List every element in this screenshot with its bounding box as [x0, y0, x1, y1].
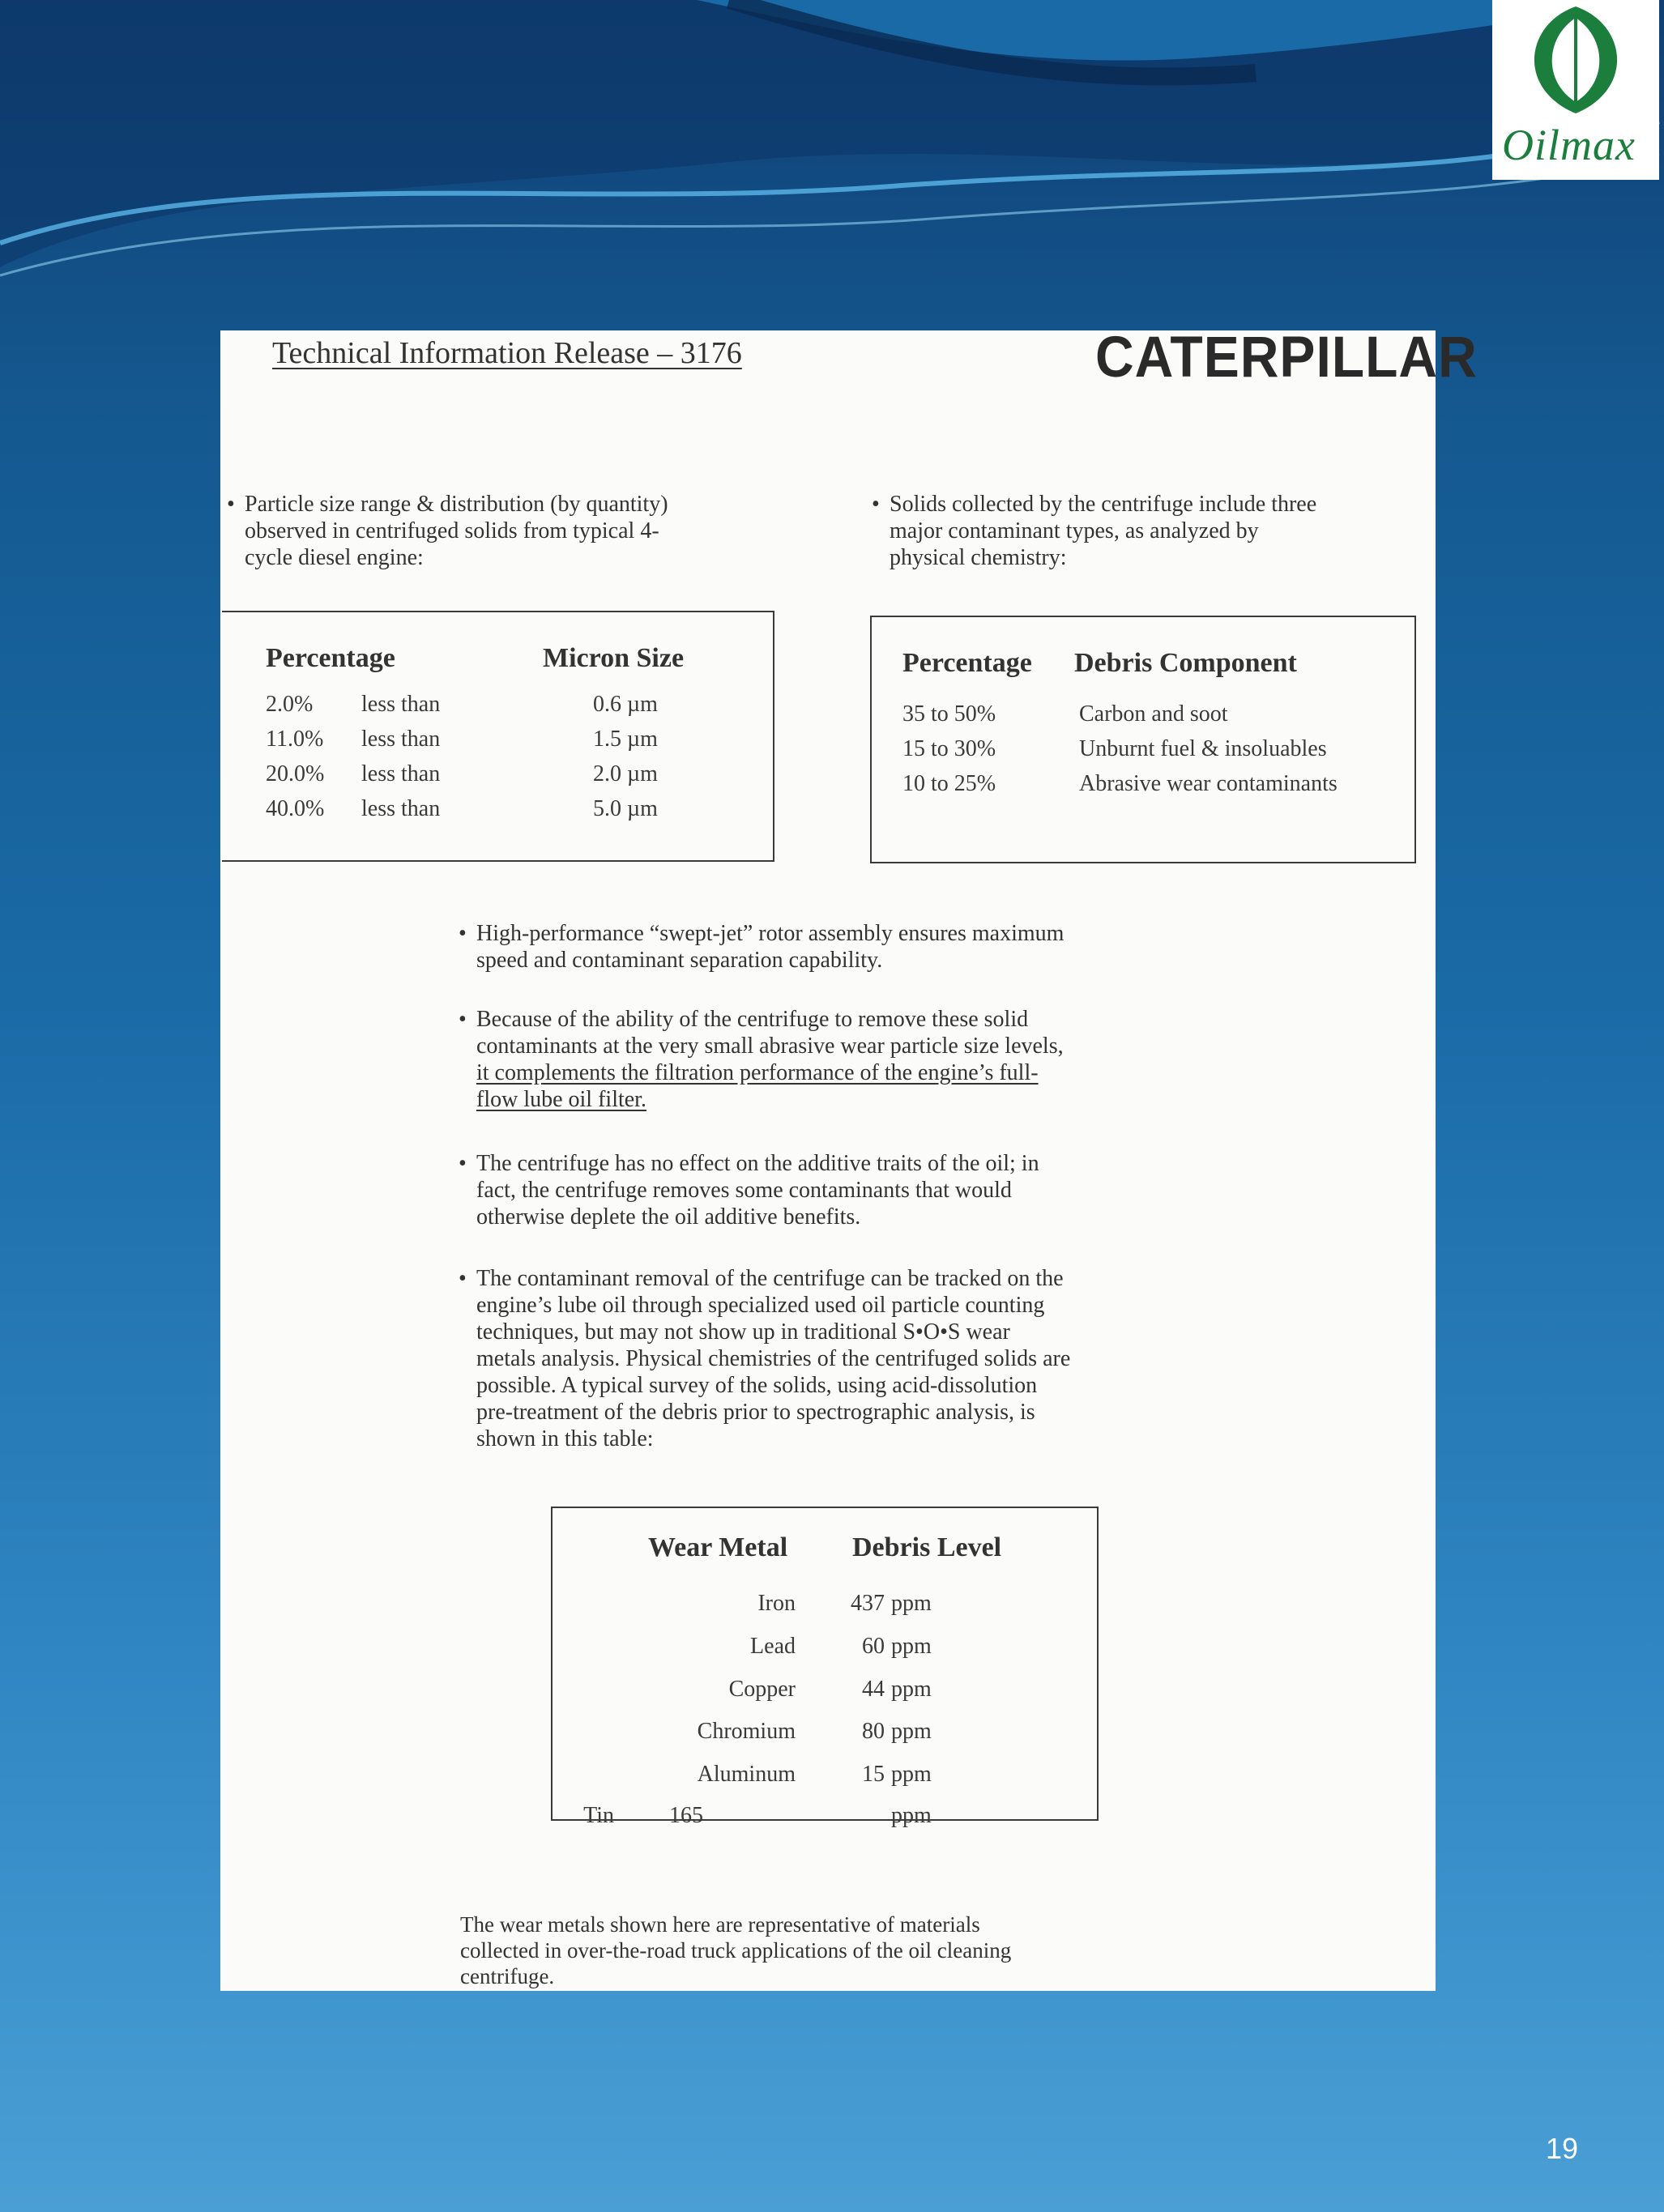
wear-table-header: Wear Metal	[648, 1532, 788, 1562]
scanned-document	[220, 324, 1478, 1991]
bullet-contaminant-removal: • The contaminant removal of the centrifuge can be tracked on the engine’s lube oil through specialized used oil particle counting techniques, but may not show up in traditional S•O•S wear metals analysis. Physical chemistries of the centrifuged solids are possible. A typical survey of the solids, using acid-dissolution pre-treatment of the debris prior to spectrographic analysis, is shown in this table:	[476, 1265, 1270, 1452]
wear-row-metal: Chromium	[697, 1719, 796, 1744]
wear-row-level: 437	[851, 1591, 885, 1616]
caterpillar-logo: CATERPILLAR	[1095, 324, 1478, 389]
wear-table-header: Debris Level	[852, 1532, 1002, 1562]
wear-row-unit: ppm	[891, 1677, 932, 1702]
debris-row-component: Unburnt fuel & insoluables	[1079, 736, 1327, 761]
size-row-micron: 1.5 µm	[593, 727, 658, 752]
wear-row-level: 15	[862, 1762, 885, 1787]
wear-row-unit: ppm	[891, 1803, 932, 1828]
wear-row-metal: Copper	[728, 1677, 796, 1702]
left-intro-bullet: • Particle size range & distribution (by quantity) observed in centrifuged solids from typical 4- cycle diesel engine:	[245, 491, 763, 571]
size-row-percentage: 40.0%	[266, 796, 325, 821]
size-row-percentage: 20.0%	[266, 761, 325, 786]
wear-row-unit: ppm	[891, 1591, 932, 1616]
bullet-line: contaminants at the very small abrasive wear particle size levels,	[476, 1034, 1064, 1059]
debris-row-percentage: 35 to 50%	[902, 701, 996, 727]
bullet-line: shown in this table:	[476, 1426, 654, 1451]
size-row-qualifier: less than	[361, 796, 441, 821]
size-table-header: Percentage	[266, 643, 395, 673]
bullet-additive: • The centrifuge has no effect on the additive traits of the oil; in fact, the centrifuge removes some contaminants that would otherwise deplete the oil additive benefits.	[476, 1150, 1254, 1230]
bullet-swept-jet: • High-performance “swept-jet” rotor assembly ensures maximum speed and contaminant separation capability.	[476, 920, 1254, 974]
logo-text: Oilmax	[1502, 121, 1636, 169]
wear-metal-table	[551, 1507, 1099, 1821]
size-row-percentage: 2.0%	[266, 692, 314, 717]
slide-number: 19	[1545, 2132, 1579, 2165]
bullet-line: techniques, but may not show up in traditional S•O•S wear	[476, 1319, 1010, 1345]
bullet-line: metals analysis. Physical chemistries of the centrifuged solids are	[476, 1346, 1071, 1371]
debris-row-percentage: 10 to 25%	[902, 771, 996, 796]
right-intro-bullet: • Solids collected by the centrifuge include three major contaminant types, as analyzed by physical chemistry:	[890, 491, 1424, 571]
wear-row-level: 60	[862, 1634, 885, 1659]
wear-row-level: 165	[669, 1803, 703, 1828]
debris-table-header: Percentage	[902, 648, 1032, 678]
wear-row-unit: ppm	[891, 1719, 932, 1744]
footnote-line: The wear metals shown here are representative of materials	[460, 1912, 980, 1937]
left-intro-line: observed in centrifuged solids from typical 4-	[245, 518, 659, 543]
left-intro-line: Particle size range & distribution (by quantity)	[245, 492, 668, 517]
header-wave-decoration	[0, 0, 1659, 340]
bullet-filtration: • Because of the ability of the centrifuge to remove these solid contaminants at the very small abrasive wear particle size levels, it complements the filtration performance of the engine’s full- flow lube oil filter.	[476, 1006, 1254, 1113]
size-row-qualifier: less than	[361, 727, 441, 752]
debris-row-component: Carbon and soot	[1079, 701, 1228, 727]
bullet-line: otherwise deplete the oil additive benefits.	[476, 1204, 861, 1230]
wear-row-level: 80	[862, 1719, 885, 1744]
wear-row-metal: Iron	[757, 1591, 796, 1616]
bullet-line: pre-treatment of the debris prior to spectrographic analysis, is	[476, 1400, 1035, 1425]
particle-size-table	[222, 611, 774, 862]
size-table-header: Micron Size	[543, 643, 685, 673]
right-intro-line: major contaminant types, as analyzed by	[890, 518, 1259, 543]
size-row-qualifier: less than	[361, 692, 441, 717]
footnote-line: centrifuge.	[460, 1964, 555, 1988]
size-row-qualifier: less than	[361, 761, 441, 786]
left-intro-line: cycle diesel engine:	[245, 545, 424, 570]
bullet-line-underlined: it complements the filtration performance of the engine’s full-	[476, 1060, 1039, 1085]
wear-row-metal: Lead	[750, 1634, 796, 1659]
footnote-line: collected in over-the-road truck applications of the oil cleaning	[460, 1938, 1012, 1963]
debris-table-header: Debris Component	[1074, 648, 1297, 678]
bullet-line: engine’s lube oil through specialized used oil particle counting	[476, 1293, 1045, 1318]
oilmax-logo	[1492, 0, 1659, 180]
wear-row-level: 44	[862, 1677, 885, 1702]
size-row-micron: 5.0 µm	[593, 796, 658, 821]
wear-row-metal: Aluminum	[697, 1762, 796, 1787]
right-intro-line: Solids collected by the centrifuge include three	[890, 492, 1317, 517]
bullet-line: speed and contaminant separation capability.	[476, 948, 883, 973]
size-row-percentage: 11.0%	[266, 727, 324, 752]
bullet-line: The centrifuge has no effect on the additive traits of the oil; in	[476, 1151, 1039, 1176]
wear-row-metal: Tin	[583, 1803, 614, 1828]
debris-row-component: Abrasive wear contaminants	[1079, 771, 1338, 796]
bullet-line: The contaminant removal of the centrifuge can be tracked on the	[476, 1266, 1064, 1291]
bullet-line: High-performance “swept-jet” rotor assembly ensures maximum	[476, 921, 1065, 946]
size-row-micron: 0.6 µm	[593, 692, 658, 717]
bullet-line: fact, the centrifuge removes some contaminants that would	[476, 1178, 1012, 1203]
bullet-line: possible. A typical survey of the solids, using acid-dissolution	[476, 1373, 1038, 1398]
debris-component-table	[870, 616, 1416, 863]
document-title: Technical Information Release – 3176	[272, 336, 742, 370]
size-row-micron: 2.0 µm	[593, 761, 658, 786]
footnote	[460, 1912, 1238, 1989]
wear-row-unit: ppm	[891, 1634, 932, 1659]
wear-row-unit: ppm	[891, 1762, 932, 1787]
bullet-line-underlined: flow lube oil filter.	[476, 1087, 646, 1112]
debris-row-percentage: 15 to 30%	[902, 736, 996, 761]
leaf-icon	[1492, 0, 1659, 121]
bullet-line: Because of the ability of the centrifuge to remove these solid	[476, 1007, 1029, 1032]
right-intro-line: physical chemistry:	[890, 545, 1067, 570]
